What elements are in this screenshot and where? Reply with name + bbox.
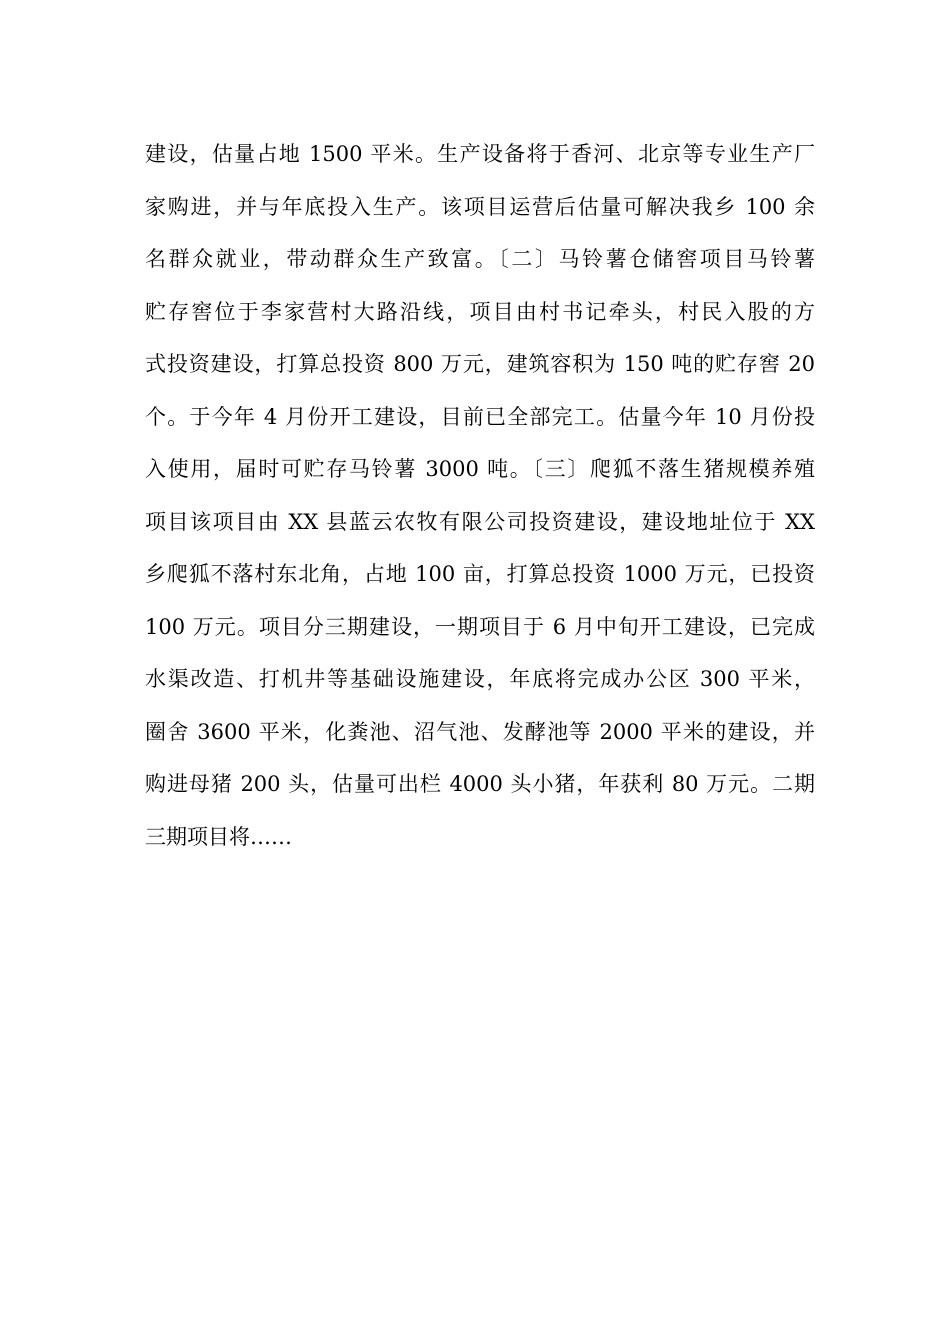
text-line: 水渠改造、打机井等基础设施建设，年底将完成办公区 300 平米， [145, 667, 815, 691]
text-line: 式投资建设，打算总投资 800 万元，建筑容积为 150 吨的贮存窖 20 [145, 352, 815, 376]
text-line: 个。于今年 4 月份开工建设，目前已全部完工。估量今年 10 月份投 [145, 404, 815, 429]
text-line: 购进母猪 200 头，估量可出栏 4000 头小猪，年获利 80 万元。二期 [145, 772, 815, 796]
text-line: 圈舍 3600 平米，化粪池、沼气池、发酵池等 2000 平米的建设，并 [145, 719, 815, 744]
text-line: 100 万元。项目分三期建设，一期项目于 6 月中旬开工建设，已完成 [145, 614, 815, 639]
text-line: 入使用，届时可贮存马铃薯 3000 吨。〔三〕爬狐不落生猪规模养殖 [145, 457, 815, 481]
text-line: 建设，估量占地 1500 平米。生产设备将于香河、北京等专业生产厂 [145, 142, 815, 166]
text-line: 乡爬狐不落村东北角，占地 100 亩，打算总投资 1000 万元，已投资 [145, 562, 815, 586]
text-line: 名群众就业，带动群众生产致富。〔二〕马铃薯仓储窖项目马铃薯 [145, 247, 815, 271]
body-paragraph [145, 128, 815, 863]
text-line-last: 三期项目将…… [145, 824, 292, 849]
text-line: 贮存窖位于李家营村大路沿线，项目由村书记牵头，村民入股的方 [145, 299, 815, 324]
text-line: 家购进，并与年底投入生产。该项目运营后估量可解决我乡 100 余 [145, 194, 815, 219]
text-line: 项目该项目由 XX 县蓝云农牧有限公司投资建设，建设地址位于 XX [145, 509, 815, 534]
